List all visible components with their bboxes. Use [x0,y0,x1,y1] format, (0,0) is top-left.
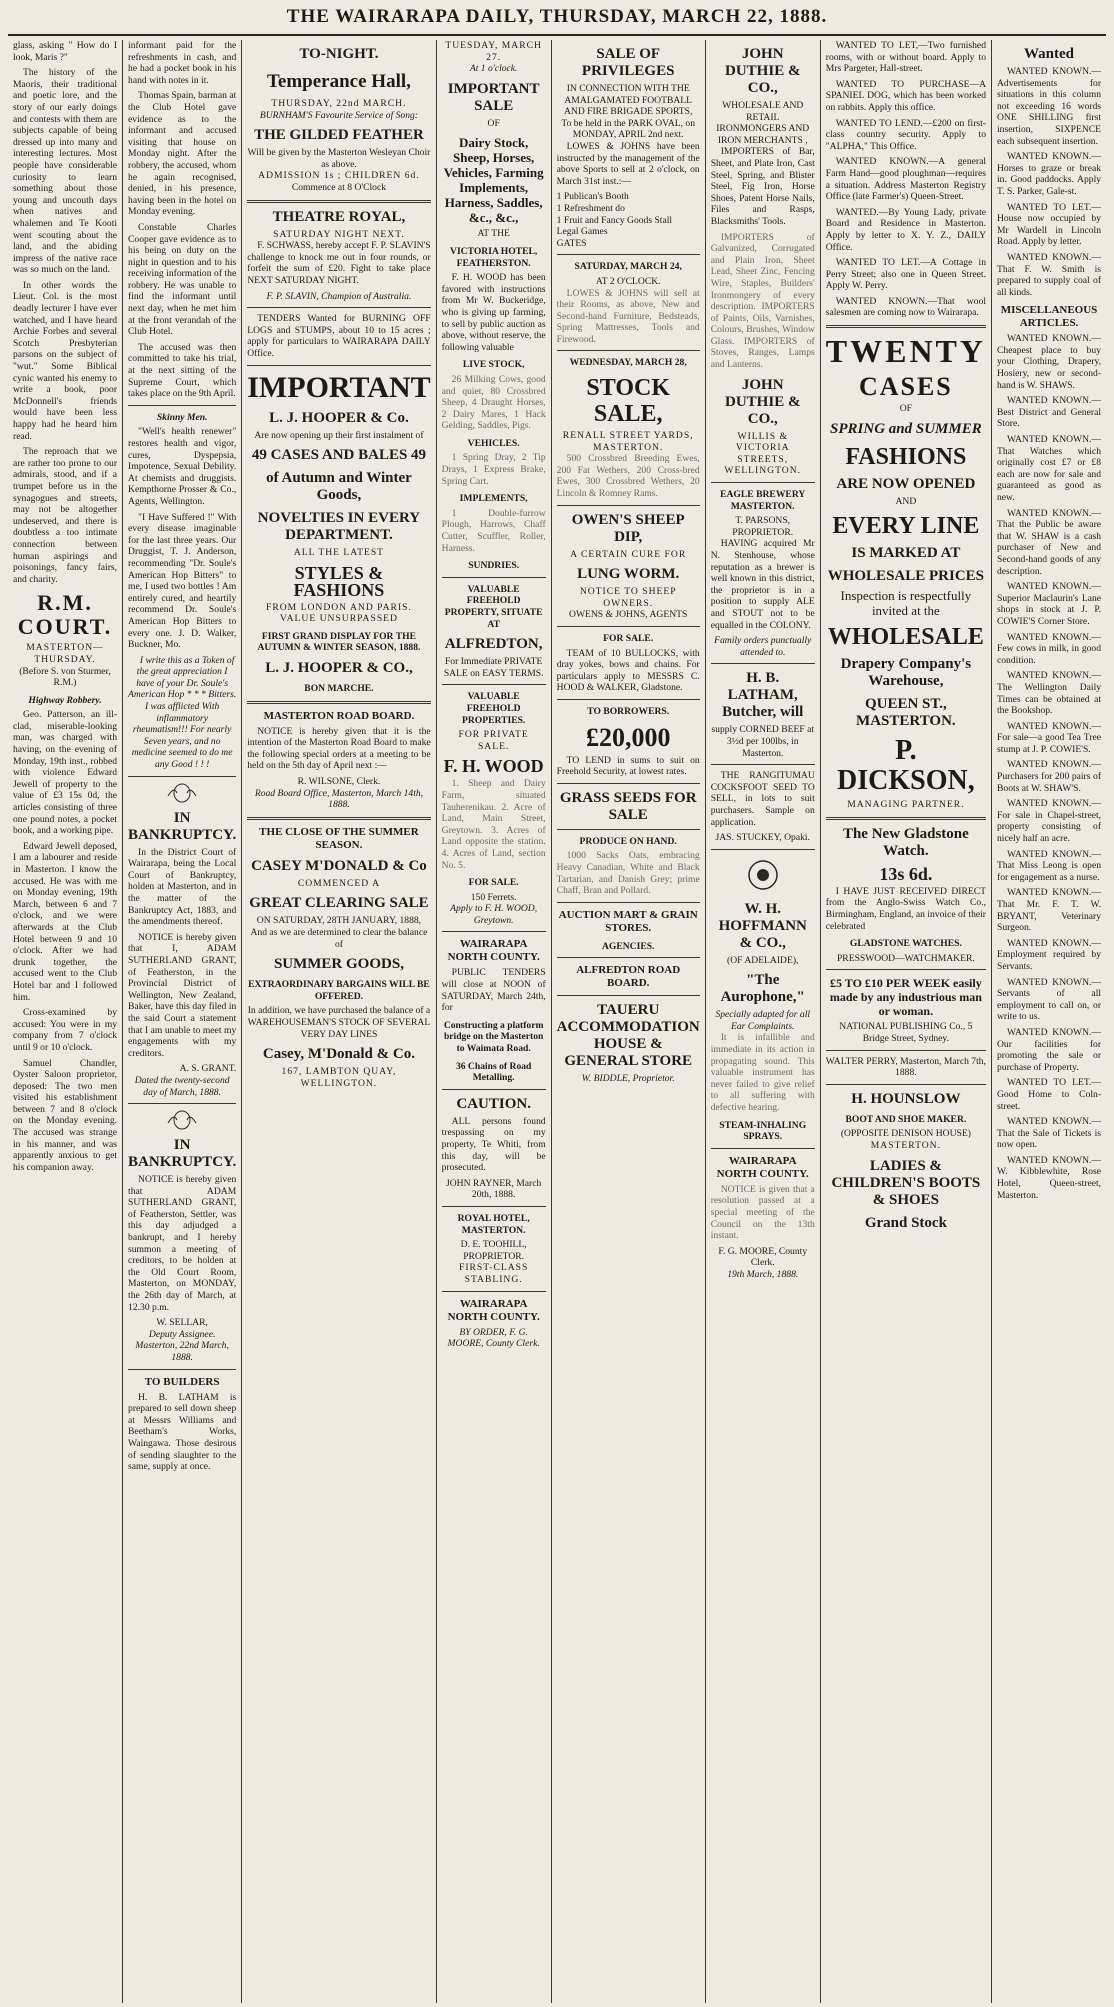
grand-stock: Grand Stock [864,1214,947,1231]
of-small: OF [899,403,912,415]
divider [557,699,700,700]
wanted-col8-ad-18: WANTED KNOWN.—Servants of all employment to call on, or write to us. [997,976,1102,1023]
masthead-title: THE WAIRARAPA DAILY, THURSDAY, MARCH 22, 1888. [286,6,828,27]
wanted-ad-6: WANTED TO LET.—A Cottage in Perry Street; also one in Queen Street. Apply W. Perry. [825,257,986,292]
per-week: £5 TO £10 PER WEEK easily made by any industrious man or woman. [829,976,982,1019]
wholesale-prices: WHOLESALE PRICES [827,568,985,585]
bankruptcy-notice-2: NOTICE is hereby given that ADAM SUTHERLAND GRANT, of Featherston, Settler, was this day adjudged a bankrupt, and I hereby summon a meeting of creditors, to be holden at the Old Court Room, Masterton, on MONDAY, the 26th day of March, at 12.30 p.m. [128,1174,237,1313]
divider [128,405,236,406]
inspection: Inspection is respectfully invited at the [840,588,972,619]
column-1 [8,40,123,2003]
stock-sale-list: 500 Crossbred Breeding Ewes, 200 Fat Wethers, 200 Cross-bred Ewes, 300 Crossbred Wethers, 20 Lincoln & Romney Rams. [556,453,700,500]
auction-mart: AUCTION MART & GRAIN STORES. [558,908,698,934]
wanted-col8-ad-17: WANTED KNOWN.—Employment required by Servants. [997,937,1102,972]
f-h-wood: F. H. WOOD [443,756,544,777]
divider [557,626,700,627]
valuable-properties: VALUABLE FREEHOLD PROPERTIES. [461,691,526,726]
wanted-col8-ad-7: WANTED KNOWN.—That Watches which originally cost £7 or £8 each are now for sale and guaranteed as good as new. [997,434,1102,503]
divider [557,254,700,255]
cases: CASES [858,372,953,402]
first-grand-display: FIRST GRAND DISPLAY FOR THE AUTUMN & WINTER SEASON, 1888. [257,630,421,654]
novelties: NOVELTIES IN EVERY DEPARTMENT. [257,510,421,544]
clearing-date: ON SATURDAY, 28TH JANUARY, 1888, [256,915,422,927]
wanted-col8-ad-5: WANTED KNOWN.—Cheapest place to buy your Clothing, Drapery, Hosiery, new or second-hand is W. SHAWS. [997,333,1102,391]
twenty: TWENTY [825,333,986,370]
divider [711,1148,815,1149]
tonight-heading: TO-NIGHT. [299,46,379,62]
skinny-men-ad: "Well's health renewer" restores health and vigor, cures, Dyspepsia, Impotence, Sexual Debility. At chemists and druggists. Kempthorne Prosser & Co., Agents, Wellington. [128,426,237,507]
notice-sheep-owners: NOTICE TO SHEEP OWNERS. [579,586,677,609]
admission: ADMISSION 1s ; CHILDREN 6d. [258,170,420,182]
divider [711,663,815,664]
hooper-name: L. J. HOOPER & Co. [269,409,409,426]
bankruptcy-notice-1: NOTICE is hereby given that I, ADAM SUTHERLAND GRANT, of Featherston, in the Provincial District of Wellington, New Zealand, Baker, have this day filed in the said Court a statement that I am unable to meet my engagements with my creditors. [128,931,237,1059]
walter-perry: WALTER PERRY, Masterton, March 7th, 1888. [825,1055,986,1079]
divider [128,1369,236,1370]
fashions: FASHIONS [845,443,967,470]
park-oval: To be held in the PARK OVAL, on MONDAY, APRIL 2nd next. [561,117,696,141]
bullocks-ad: TEAM of 10 BULLOCKS, with dray yokes, bows and chains. For particulars apply to MESSRS C. HOOD & WALKER, Gladstone. [556,647,700,694]
hop-bitters-testimonial: "I Have Suffered !" With every disease imaginable for the last three years. Our Druggist, T. J. Anderson, recommending "Dr. Soule's American Hop Bitters" to me, I used two bottles ! Am entirely cured, and heartily recommend Dr. Soule's American Hop Bitters to every one. J. D. Walker, Buckner, Mo. [128,511,237,651]
hop-bitters-poem: I write this as a Token of the great appreciation I have of your Dr. Soule's American Hop * * * Bitters. I was afflicted With inflammatory rheumatism!!! For nearly Seven years, and no medicine seemed to do me any Good ! ! ! [128,654,237,771]
marked-at: IS MARKED AT [851,545,961,562]
willis-victoria: WILLIS & VICTORIA STREETS, WELLINGTON. [724,430,802,477]
divider [826,969,986,970]
wanted-col8-ad-9: WANTED KNOWN.—Superior Maclaurin's Lane shops in stock at J. P. COWIE'S Corner Store. [997,581,1102,627]
wanted-col8-ad-15: WANTED KNOWN.—That Miss Leong is open for engagement as a nurse. [997,848,1102,883]
commence-time: Commence at 8 O'Clock [291,181,387,193]
football-connection: IN CONNECTION WITH THE AMALGAMATED FOOTBALL AND FIRE BRIGADE SPORTS, [563,83,693,118]
divider [247,701,430,704]
maori-history-paragraph: The history of the Maoris, their traditional and poetic lore, and the story of our early doings and contests with them are subjects capable of being dressed up into many and interesting lectures. Most people have considerable curiosity to learn something about those young and uncouth days when natives and whalemen and Te Kooti went scouting about the land, and the abiding impress of the native race was so much on the land. [13,67,118,276]
by-order: BY ORDER, F. G. MOORE, County Clerk. [447,1326,540,1350]
bon-marche: BON MARCHE. [304,683,374,695]
implements-list: 1 Double-furrow Plough, Harrows, Chaff Cutter, Scuffler, Roller, Harness. [441,507,546,554]
aurophone-device-icon [733,855,793,895]
owens-agents: OWENS & JOHNS, AGENTS [569,609,688,621]
saturday-time: AT 2 O'CLOCK. [595,275,661,287]
presswood: PRESSWOOD—WATCHMAKER. [836,952,975,964]
hounslow-masterton: MASTERTON. [870,1139,942,1151]
produce-on-hand: PRODUCE ON HAND. [579,835,677,847]
wanted-col8-ad-19: WANTED KNOWN.—Our facilities for promoting the sale or purchase of Property. [997,1026,1102,1073]
produce-list: 1000 Sacks Oats, embracing Heavy Canadian, White and Black Tartarian, and Danish Grey; prime Chaff, Bran and Pollard. [556,850,700,897]
all-the-latest: ALL THE LATEST [293,547,385,559]
sundries-heading: SUNDRIES. [468,560,520,572]
column-4 [437,40,552,2003]
hoffmann: W. H. HOFFMANN & CO., [718,900,807,951]
freehold-property: VALUABLE FREEHOLD PROPERTY, SITUATE AT [444,583,543,630]
agencies: AGENCIES. [601,940,655,952]
divider [442,1291,546,1292]
tauer-house: TAUERU ACCOMMODATION HOUSE & GENERAL STORE [556,1002,700,1070]
theatre-royal: THEATRE ROYAL, [272,208,406,225]
aurophone-description: It is infallible and immediate in its action in propagating sound. This valuable instrument has never failed to give relief to all suffering with defective hearing. [710,1032,815,1114]
robbery-paragraph-4: Samuel Chandler, Oyster Saloon proprietor, deposed: The two men visited his establishment between 7 and 8 o'clock on the Monday evening. The accused was strange in his manner, and was apparently anxious to get his companion away. [13,1057,118,1173]
bankruptcy-court-paragraph: In the District Court of Wairarapa, being the Local Court of Bankruptcy, holden at Masterton, and in the matter of the Bankruptcy Act, 1883, and the amendments thereof. [128,846,237,928]
court-before: (Before S. von Sturmer, R.M.) [19,665,111,689]
wanted-ad-4: WANTED KNOWN.—A general Farm Hand—good ploughman—requires a situation. Address Masterton Registry Office (late Farmer's) Queen-Street. [825,156,986,203]
twenty-thousand: £20,000 [585,722,671,752]
of-adelaide: (OF ADELAIDE), [727,954,799,966]
hooper-name-2: L. J. HOOPER & CO., [265,660,413,677]
wanted-col8-ad-3: WANTED TO LET.—House now occupied by Mr Wardell in Lincoln Road. Apply by letter. [997,201,1102,248]
important-sale: IMPORTANT SALE [447,80,540,114]
wanted-col8-ad-14: WANTED KNOWN.—For sale in Chapel-street, property consisting of nicely half an acre. [997,798,1102,845]
wanted-ad-2: WANTED TO PURCHASE—A SPANIEL DOG, which has been worked on rabbits. Apply this office. [825,78,986,113]
newspaper-columns [8,40,1106,2003]
column-7 [821,40,992,2003]
road-board-date: Road Board Office, Masterton, March 14th, 1888. [254,787,424,811]
opening-line: glass, asking " How do I look, Maris ?" [13,40,118,63]
divider [247,817,430,820]
watch-received: I HAVE JUST RECEIVED DIRECT from the Anglo-Swiss Watch Co., Birmingham, England, an invoice of their celebrated [825,885,986,932]
caution-heading: CAUTION. [456,1095,531,1112]
divider [442,577,546,578]
divider [826,817,986,820]
summer-goods: SUMMER GOODS, [273,956,404,973]
owens-sheep-dip: OWEN'S SHEEP DIP, [571,511,685,545]
lowes-instructions: LOWES & JOHNS have been instructed by the management of the above Sports to sell at 2 o'clock, on March 31st inst.:— [556,140,700,187]
now-opened: ARE NOW OPENED [836,475,976,492]
road-board-heading: MASTERTON ROAD BOARD. [263,709,415,722]
saturday-march-24: SATURDAY, MARCH 24, [574,261,682,273]
masthead [8,0,1106,36]
road-board-signature: R. WILSONE, Clerk. [297,776,381,788]
cases-and-bales: 49 CASES AND BALES 49 [251,447,427,464]
divider [442,1206,546,1207]
drapery-warehouse: Drapery Company's Warehouse, [840,656,972,690]
managing-partner: MANAGING PARTNER. [847,799,965,811]
biddle-proprietor: W. BIDDLE, Proprietor. [581,1073,675,1085]
wanted-col8-ad-22: WANTED KNOWN.—W. Kibblewhite, Rose Hotel, Queen-street, Masterton. [997,1154,1102,1201]
reproach-paragraph: The reproach that we are rather too prone to our admirals, stood, and if a trumpet before us in the synagogues and streets, may not be altogether undeserved, and there is doubtless a too intimate connection between human aspirings and poisonings, fancy fairs, and charity. [13,446,118,585]
sale-time: At 1 o'clock. [469,63,518,75]
boot-shoe-maker: BOOT AND SHOE MAKER. [845,1113,967,1125]
important-heading: IMPORTANT [247,370,431,404]
schwass-challenge: F. SCHWASS, hereby accept F. P. SLAVIN'S challenge to knock me out in four rounds, or forfeit the sum of £20. Fight to take place NEXT SATURDAY NIGHT. [247,240,431,286]
for-sale-heading: FOR SALE. [468,877,519,889]
divider [826,325,986,328]
queen-street: QUEEN ST., MASTERTON. [856,696,956,730]
column-3 [242,40,436,2003]
hounslow: H. HOUNSLOW [851,1090,961,1107]
implements-heading: IMPLEMENTS, [459,493,528,505]
private-sale: FOR PRIVATE SALE. [458,729,529,752]
sale-of-privileges: SALE OF PRIVILEGES [581,46,675,79]
divider [557,783,700,784]
theatre-date: SATURDAY NIGHT NEXT. [273,228,405,240]
eagle-brewery: EAGLE BREWERY MASTERTON. [720,489,806,512]
and-small: AND [895,495,917,507]
divider [711,849,815,850]
commenced-a: COMMENCED A [297,877,381,889]
divider [128,1103,236,1104]
wanted-heading: Wanted [1024,46,1075,62]
divider [442,1089,546,1090]
wanted-ad-1: WANTED TO LET,—Two furnished rooms, with or without board. Apply to Mrs Pargeter, Hall-street. [825,40,986,75]
informant-paragraph: informant paid for the refreshments in cash, and he had a pocket book in his hand with notes in it. [128,40,237,86]
value-unsurpassed: VALUE UNSURPASSED [279,613,398,625]
column-6 [706,40,821,2003]
wood-property-list: 1. Sheep and Dairy Farm, situated Tauherenikau. 2. Acre of Land, Main Street, Greytown. 3. Acres of Land opposite the station. 4. Acres of Land, section No. 5. [441,778,546,871]
wanted-ad-3: WANTED TO LEND.—£200 on first-class country security. Apply to "ALPHA," This Office. [825,117,986,152]
caution-notice: ALL persons found trespassing on my property, Te Whiti, from this day, will be prosecuted. [441,1115,546,1174]
spring-summer: SPRING and SUMMER [830,420,982,437]
duthie-heading-2: JOHN DUTHIE & CO., [725,376,801,427]
notice-date: 19th March, 1888. [727,1268,799,1280]
tenders-notice: TENDERS Wanted for BURNING OFF LOGS and STUMPS, about 10 to 15 acres ; apply for particulars to WAIRARAPA DAILY Office. [247,313,431,359]
wanted-col8-ad-8: WANTED KNOWN.—That the Public be aware that W. SHAW is a cash purchaser of New and Second-hand goods of any description. [997,507,1102,577]
autumn-winter-goods: of Autumn and Winter Goods, [266,470,412,504]
to-borrowers: TO BORROWERS. [587,705,670,717]
divider [557,902,700,903]
determined: And as we are determined to clear the balance of [250,927,428,950]
lecturer-paragraph: In other words the Lieut. Col. is the most deadly lecturer I have ever watched, and I have heard Archie Forbes and several Scotch Presbyterian parsons on the subject of "wut." Some Biblical cynic wanted his enemy to write a book, poor McDonnell's friends would have been less happy had he heard him read. [13,279,118,442]
wanted-col8-ad-12: WANTED KNOWN.—For sale—a good Tea Tree stump at J. P. COWIE'S. [997,720,1102,755]
divider [711,764,815,765]
hbl-butcher: H. B. LATHAM, Butcher, will [722,670,804,721]
certain-cure: A CERTAIN CURE FOR [570,548,687,560]
gilded-feather-title: THE GILDED FEATHER [254,127,424,144]
vehicles-list: 1 Spring Dray, 2 Tip Drays, 1 Express Brake, Spring Cart. [441,452,546,487]
north-county-notice: NOTICE is given that a resolution passed at a special meeting of the Council on the 13th instant. [710,1183,815,1242]
temperance-hall: Temperance Hall, [266,71,411,92]
of-word: OF [487,117,500,129]
column-8 [992,40,1106,2003]
ferrets: 150 Ferrets. [470,891,517,903]
live-stock: LIVE STOCK, [462,359,525,371]
royal-crest-icon [165,1109,199,1131]
live-stock-list: 26 Milking Cows, good and quiet, 80 Crossbred Sheep, 4 Draught Horses, 2 Dairy Mares, 1 Hack Gelding, Saddles, Pigs. [441,373,546,432]
stock-sale: STOCK SALE, [586,375,670,428]
bankruptcy-signature-1: A. S. GRANT. [179,1063,237,1075]
alfredton: ALFREDTON, [444,636,543,653]
divider [826,1050,986,1051]
grass-seeds: GRASS SEEDS FOR SALE [559,789,697,823]
bankruptcy-signature-2: W. SELLAR, [156,1317,208,1329]
wanted-col8-ad-16: WANTED KNOWN.—That Mr. F. T. W. BRYANT, Veterinary Surgeon. [997,887,1102,934]
wanted-col8-ad-2: WANTED KNOWN.—Horses to graze or break in. Good paddocks. Apply T. S. Parker, Gale-st. [997,151,1102,197]
builders-heading: TO BUILDERS [144,1375,220,1388]
wesleyan-choir: Will be given by the Masterton Wesleyan Choir as above. [247,147,431,170]
duthie-heading: JOHN DUTHIE & CO., [725,46,801,96]
column-5 [552,40,706,2003]
robbery-paragraph-2: Edward Jewell deposed, I am a labourer and reside in Masterton. I know the accused. He was with me on Monday evening, 19th March, between 6 and 7 o'clock, and we were afterwards at the Club Hotel between 9 and 10 o'clock. After we had drunk together, the accused went to the Club Hotel bar and I followed him. [13,840,118,1003]
wanted-ad-5: WANTED.—By Young Lady, private Board and Residence in Masterton. Apply by letter to X. Y. Z., DAILY Office. [825,206,986,253]
column-2 [123,40,242,2003]
divider [557,995,700,996]
duthie-importers: IMPORTERS of Bar, Sheet, and Plate Iron, Cast Steel, Spring, and Blister Steel, Fig Iron, Horse Shoes, Patent Horse Nails, Files and Rasps, Blacksmiths' Tools. [710,146,815,227]
wanted-col8-ad-13: WANTED KNOWN.—Purchasers for 200 pairs of Boots at W. SHAW'S. [997,759,1102,794]
robbery-heading: Highway Robbery. [28,694,102,706]
divider [247,307,430,308]
divider [557,829,700,830]
divider [247,365,430,366]
wanted-col8-ad-11: WANTED KNOWN.—The Wellington Daily Times can be obtained at the Bookshop. [997,670,1102,717]
lend-paragraph: TO LEND in sums to suit on Freehold Security, at lowest rates. [556,754,700,778]
road-metalling: 36 Chains of Road Metalling. [455,1060,532,1084]
stuckey-signature: JAS. STUCKEY, Opaki. [715,832,810,844]
divider [442,684,546,685]
platform-bridge: Constructing a platform bridge on the Masterton to Waimata Road. [443,1019,544,1055]
moore-signature: F. G. MOORE, County Clerk. [718,1245,808,1269]
committed-paragraph: The accused was then committed to take his trial, at the next sitting of the Supreme Court, which takes place on the 9th April. [128,341,237,400]
gladstone-watches: GLADSTONE WATCHES. [849,938,962,950]
wood-instructions: F. H. WOOD has been favored with instructions from Mr W. Buckeridge, who is giving up farming, to sell by public auction as above, without reserve, the following valuable [441,272,546,353]
bankruptcy-date-1: Dated the twenty-second day of March, 1888. [134,1074,230,1098]
parsons-paragraph: HAVING acquired Mr N. Stenhouse, whose reputation as a brewer is well known in this district, the proprietor is in a position to supply ALE and STOUT not to be equalled in the COLONY. [710,538,815,631]
skinny-men-heading: Skinny Men. [156,411,208,423]
bankruptcy-heading-1: IN BANKRUPTCY. [128,809,237,843]
gladstone-watch: The New Gladstone Watch. [842,825,969,859]
wanted-ad-7: WANTED KNOWN.—That wool salesmen are coming now to Wairarapa. [825,295,986,319]
divider [557,350,700,351]
the-aurophone: "The Aurophone," [720,972,805,1006]
duthie-importers-more: IMPORTERS of Galvanized, Corrugated and Plain Iron, Sheet Lead, Sheet Zinc, Fencing Wire, Staples, Builders' Ironmongery of every description. IMPORTERS of Paints, Oils, Varnishes, Colours, Brushes, Window Glass. IMPORTERS of Stoves, Ranges, Lamps and Lanterns. [710,231,815,371]
styles-fashions: STYLES & FASHIONS [293,562,385,600]
royal-hotel: ROYAL HOTEL, MASTERTON. [457,1212,530,1236]
divider [128,776,236,777]
divider [442,931,546,932]
divider [826,1084,986,1085]
robbery-paragraph-3: Cross-examined by accused: You were in my company from 7 o'clock until 9 or 10 o'clock. [13,1007,118,1053]
road-board-notice: NOTICE is hereby given that it is the intention of the Masterton Road Board to make the following special orders at a meeting to be held on the 5th day of April next :— [247,725,431,772]
bankruptcy-role-2: Deputy Assignee. [148,1328,216,1340]
builders-paragraph: H. B. LATHAM is prepared to sell down sheep at Messrs Williams and Beetham's Works, Waingawa. Those desirous of sending slaughter to the same, supply at once. [128,1391,237,1473]
caution-signature: JOHN RAYNER, March 20th, 1888. [445,1177,542,1201]
alfredton-road-board: ALFREDTON ROAD BOARD. [576,964,681,990]
easy-terms: For Immediate PRIVATE SALE on EASY TERMS. [443,656,544,679]
north-county-heading-3: WAIRARAPA NORTH COUNTY. [716,1154,809,1180]
divider [557,957,700,958]
close-summer-season: THE CLOSE OF THE SUMMER SEASON. [259,825,419,851]
family-orders: Family orders punctually attended to. [714,635,812,658]
ladies-boots: LADIES & CHILDREN'S BOOTS & SHOES [831,1157,981,1208]
warehouseman-stock: In addition, we have purchased the balance of a WAREHOUSEMAN'S STOCK OF SEVERAL VERY DAY LINES [247,1005,431,1040]
wanted-col8-ad-21: WANTED KNOWN.—That the Sale of Tickets is now open. [997,1116,1102,1151]
wanted-col8-ad-6: WANTED KNOWN.—Best District and General Store. [997,395,1102,430]
divider [247,200,430,203]
apply-wood: Apply to F. H. WOOD, Greytown. [450,903,538,926]
from-london-paris: FROM LONDON AND PARIS. [266,601,412,613]
bankruptcy-date-2: Masterton, 22nd March, 1888. [135,1340,229,1363]
renall-street-yards: RENALL STREET YARDS, MASTERTON. [562,430,694,453]
sale-date: TUESDAY, MARCH 27. [445,40,542,63]
royal-crest-icon [165,782,199,804]
constable-paragraph: Constable Charles Cooper gave evidence as to his being on duty on the night in question and to his receiving information of the robbery. He was unable to find the informant until next day, when he met him at the front verandah of the Club Hotel. [128,221,237,338]
hooper-opening: Are now opening up their first instalment of [254,429,424,441]
rangitumau-seed: THE RANGITUMAU COCKSFOOT SEED TO SELL, in lots to suit purchasers. Sample on application. [710,770,815,828]
vehicles-heading: VEHICLES. [467,437,520,449]
dairy-stock: Dairy Stock, Sheep, Horses, Vehicles, Farming Implements, Harness, Saddles, &c., &c., [443,135,544,226]
corned-beef: supply CORNED BEEF at 3½d per 100lbs, in Masterton. [711,724,815,759]
victoria-hotel: VICTORIA HOTEL, FEATHERSTON. [450,245,538,269]
wanted-col8-ad-20: WANTED TO LET.—Good Home to Coln-street. [997,1077,1102,1112]
court-date: MASTERTON—THURSDAY. [26,642,104,665]
every-line: EVERY LINE [832,513,980,540]
steam-inhaling-sprays: STEAM-INHALING SPRAYS. [719,1119,807,1143]
saturday-sale-body: LOWES & JOHNS will sell at their Rooms, as above, New and Second-hand Furniture, Bedsteads, Spring Mattresses, Tools and Firewood. [556,287,700,345]
great-clearing-sale: GREAT CLEARING SALE [249,895,429,912]
divider [711,482,815,483]
north-county-heading-2: WAIRARAPA NORTH COUNTY. [447,1297,540,1323]
opposite-denison: (OPPOSITE DENISON HOUSE) [840,1128,971,1140]
watch-price: 13s 6d. [879,863,933,884]
for-sale-bullocks-heading: FOR SALE. [603,633,654,644]
rm-court-heading: R.M. COURT. [17,590,113,640]
casey-mcdonald: CASEY M'DONALD & Co [251,857,427,874]
casey-address: 167, LAMBTON QUAY, WELLINGTON. [281,1066,397,1089]
at-the: AT THE [477,228,510,240]
ear-complaints: Specially adapted for all Ear Complaints. [715,1009,811,1032]
slavin-champion: F. P. SLAVIN, Champion of Australia. [266,290,412,302]
first-class-stabling: FIRST-CLASS STABLING. [459,1262,529,1285]
temperance-program: BURNHAM'S Favourite Service of Song: [259,109,419,121]
wednesday-march-28: WEDNESDAY, MARCH 28, [569,357,687,369]
barman-paragraph: Thomas Spain, barman at the Club Hotel gave evidence as to the informant and accused visiting that house on Monday night. After the robbery, the accused, whom he again recognised, denied, in his presence, having been in the hotel on Monday evening. [128,90,237,218]
wanted-col8-ad-10: WANTED KNOWN.—Few cows in milk, in good condition. [997,631,1102,666]
parsons-proprietor: T. PARSONS, PROPRIETOR. [732,515,794,538]
toohill: D. E. TOOHILL, PROPRIETOR. [460,1239,527,1262]
extraordinary-bargains: EXTRAORDINARY BARGAINS WILL BE OFFERED. [248,979,430,1002]
north-county-heading: WAIRARAPA NORTH COUNTY. [447,938,540,964]
temperance-date: THURSDAY, 22nd MARCH. [271,98,407,109]
casey-footer: Casey, M'Donald & Co. [262,1046,415,1063]
wholesale: WHOLESALE [827,624,984,651]
divider [557,505,700,506]
public-tenders: PUBLIC TENDERS will close at NOON of SATURDAY, March 24th, for [441,967,546,1014]
p-dickson: P. DICKSON, [837,735,975,797]
duthie-wholesale: WHOLESALE AND RETAIL IRONMONGERS AND IRON MERCHANTS , [716,100,810,146]
wanted-col8-ad-4: WANTED KNOWN.—That F. W. Smith is prepared to supply coal of all kinds. [997,251,1102,298]
miscellaneous-articles: MISCELLANEOUS ARTICLES. [1000,304,1098,330]
lung-worm: LUNG WORM. [577,566,680,583]
robbery-paragraph-1: Geo. Patterson, an ill-clad, miserable-looking man, was charged with having, on the evening of Monday, 19th inst., robbed with violence Edward Jewell of property to the value of £3 15s 0d, the articles consisting of three one pound notes, a pocket book, and a working pipe. [13,709,118,837]
booths-list: 1 Publican's Booth 1 Refreshment do 1 Fruit and Fancy Goods Stall Legal Games GATES [556,191,673,249]
bankruptcy-heading-2: IN BANKRUPTCY. [128,1137,237,1171]
national-publishing: NATIONAL PUBLISHING Co., 5 Bridge Street, Sydney. [839,1021,973,1044]
wanted-col8-ad-1: WANTED KNOWN.—Advertisements for situations in this column not exceeding 16 words ONE SHILLING first insertion, SIXPENCE each subsequent insertion. [997,66,1102,147]
